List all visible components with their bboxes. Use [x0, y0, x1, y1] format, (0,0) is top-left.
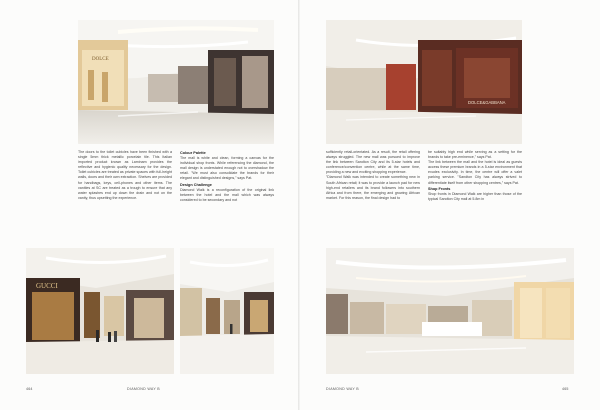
right-page — [300, 0, 600, 410]
design-challenge-heading: Design Challenge — [180, 182, 212, 187]
shop-fronts-paragraph: Shop fronts in Diamond Walk are higher than those of the typical Sandton City mall at 5.8m in — [428, 191, 522, 201]
colour-palette-paragraph: The mall is white and clean, forming a canvas for the individual shop fronts. While referencing the diamond, the mall design is understated enough not to overshadow the retail. "We must also consolidate the brands for their elegant and distinguished designs," says Pat. — [180, 156, 274, 181]
design-challenge-paragraph: Diamond Walk is a reconfiguration of the original link between the hotel and the mall which was always considered to be secondary and not — [180, 187, 274, 202]
gucci-corridor-photo — [26, 248, 174, 374]
right-col2-paragraph-1: be suitably high end while serving as a setting for the brands to take pre-eminence," says Pat. — [428, 150, 522, 160]
gucci-sign: GUCCI — [36, 282, 58, 290]
right-col1-paragraph-2: "Diamond Walk was intended to create something new in South African retail; it was to provide a launch pad for new high-end retailers and its brand followers into southern Africa and from there, the emerging and growing African market. For this reason, the final design had to — [326, 175, 420, 200]
left-text-column-2 — [180, 150, 274, 203]
right-col2-paragraph-2: The link between the mall and the hotel is ideal as guests access these premium brands in a 5-star environment that exudes exclusivity. In time, the centre will offer a valet parking service. "Sandton City has always strived to differentiate itself from other shopping centres," says Pat. — [428, 160, 522, 185]
bright-walkway-photo — [180, 248, 274, 374]
dolce-gabbana-sign: DOLCE&GABBANA — [468, 100, 506, 105]
right-text-column-1 — [326, 150, 420, 201]
mall-corridor-photo — [78, 20, 274, 144]
right-col1-paragraph-1: sufficiently retail-orientated. As a result, the retail offering always struggled. The new mall was pursued to improve the link between Sandton City and its 5-star hotels and conference/convention centre, while at the same time, providing a new and exciting shopping experience. — [326, 150, 420, 175]
right-folio: 465 — [562, 387, 569, 391]
shop-fronts-heading: Shop Fronts — [428, 186, 451, 191]
left-text-column-1 — [78, 150, 172, 201]
left-running-head: DIAMOND WAY B — [127, 387, 160, 391]
right-text-column-2 — [428, 150, 522, 202]
left-col1-paragraph: The doors to the toilet cubicles have been finished with a single 5mm thick metallic porcelain tile. This Italian imported product known as Laminam provides the reflective and hygienic quality necessary for the design. Toilet cubicles are treated as private spaces with full-height walls, doors and their own extraction. Shelves are provided for handbags, keys, cell-phones and other items. The vanities at SC are treated as a trough to ensure that any water splashes end up down the drain and not on the vanity, thus upsetting the experience. — [78, 150, 172, 200]
left-folio: 464 — [26, 387, 33, 391]
dolce-gabbana-storefront-photo — [326, 20, 522, 144]
colour-palette-heading: Colour Palette — [180, 151, 206, 155]
right-running-head: DIAMOND WAY B — [326, 387, 359, 391]
dolce-sign: DOLCE — [92, 57, 109, 62]
mall-interior-wide-photo — [326, 248, 574, 374]
